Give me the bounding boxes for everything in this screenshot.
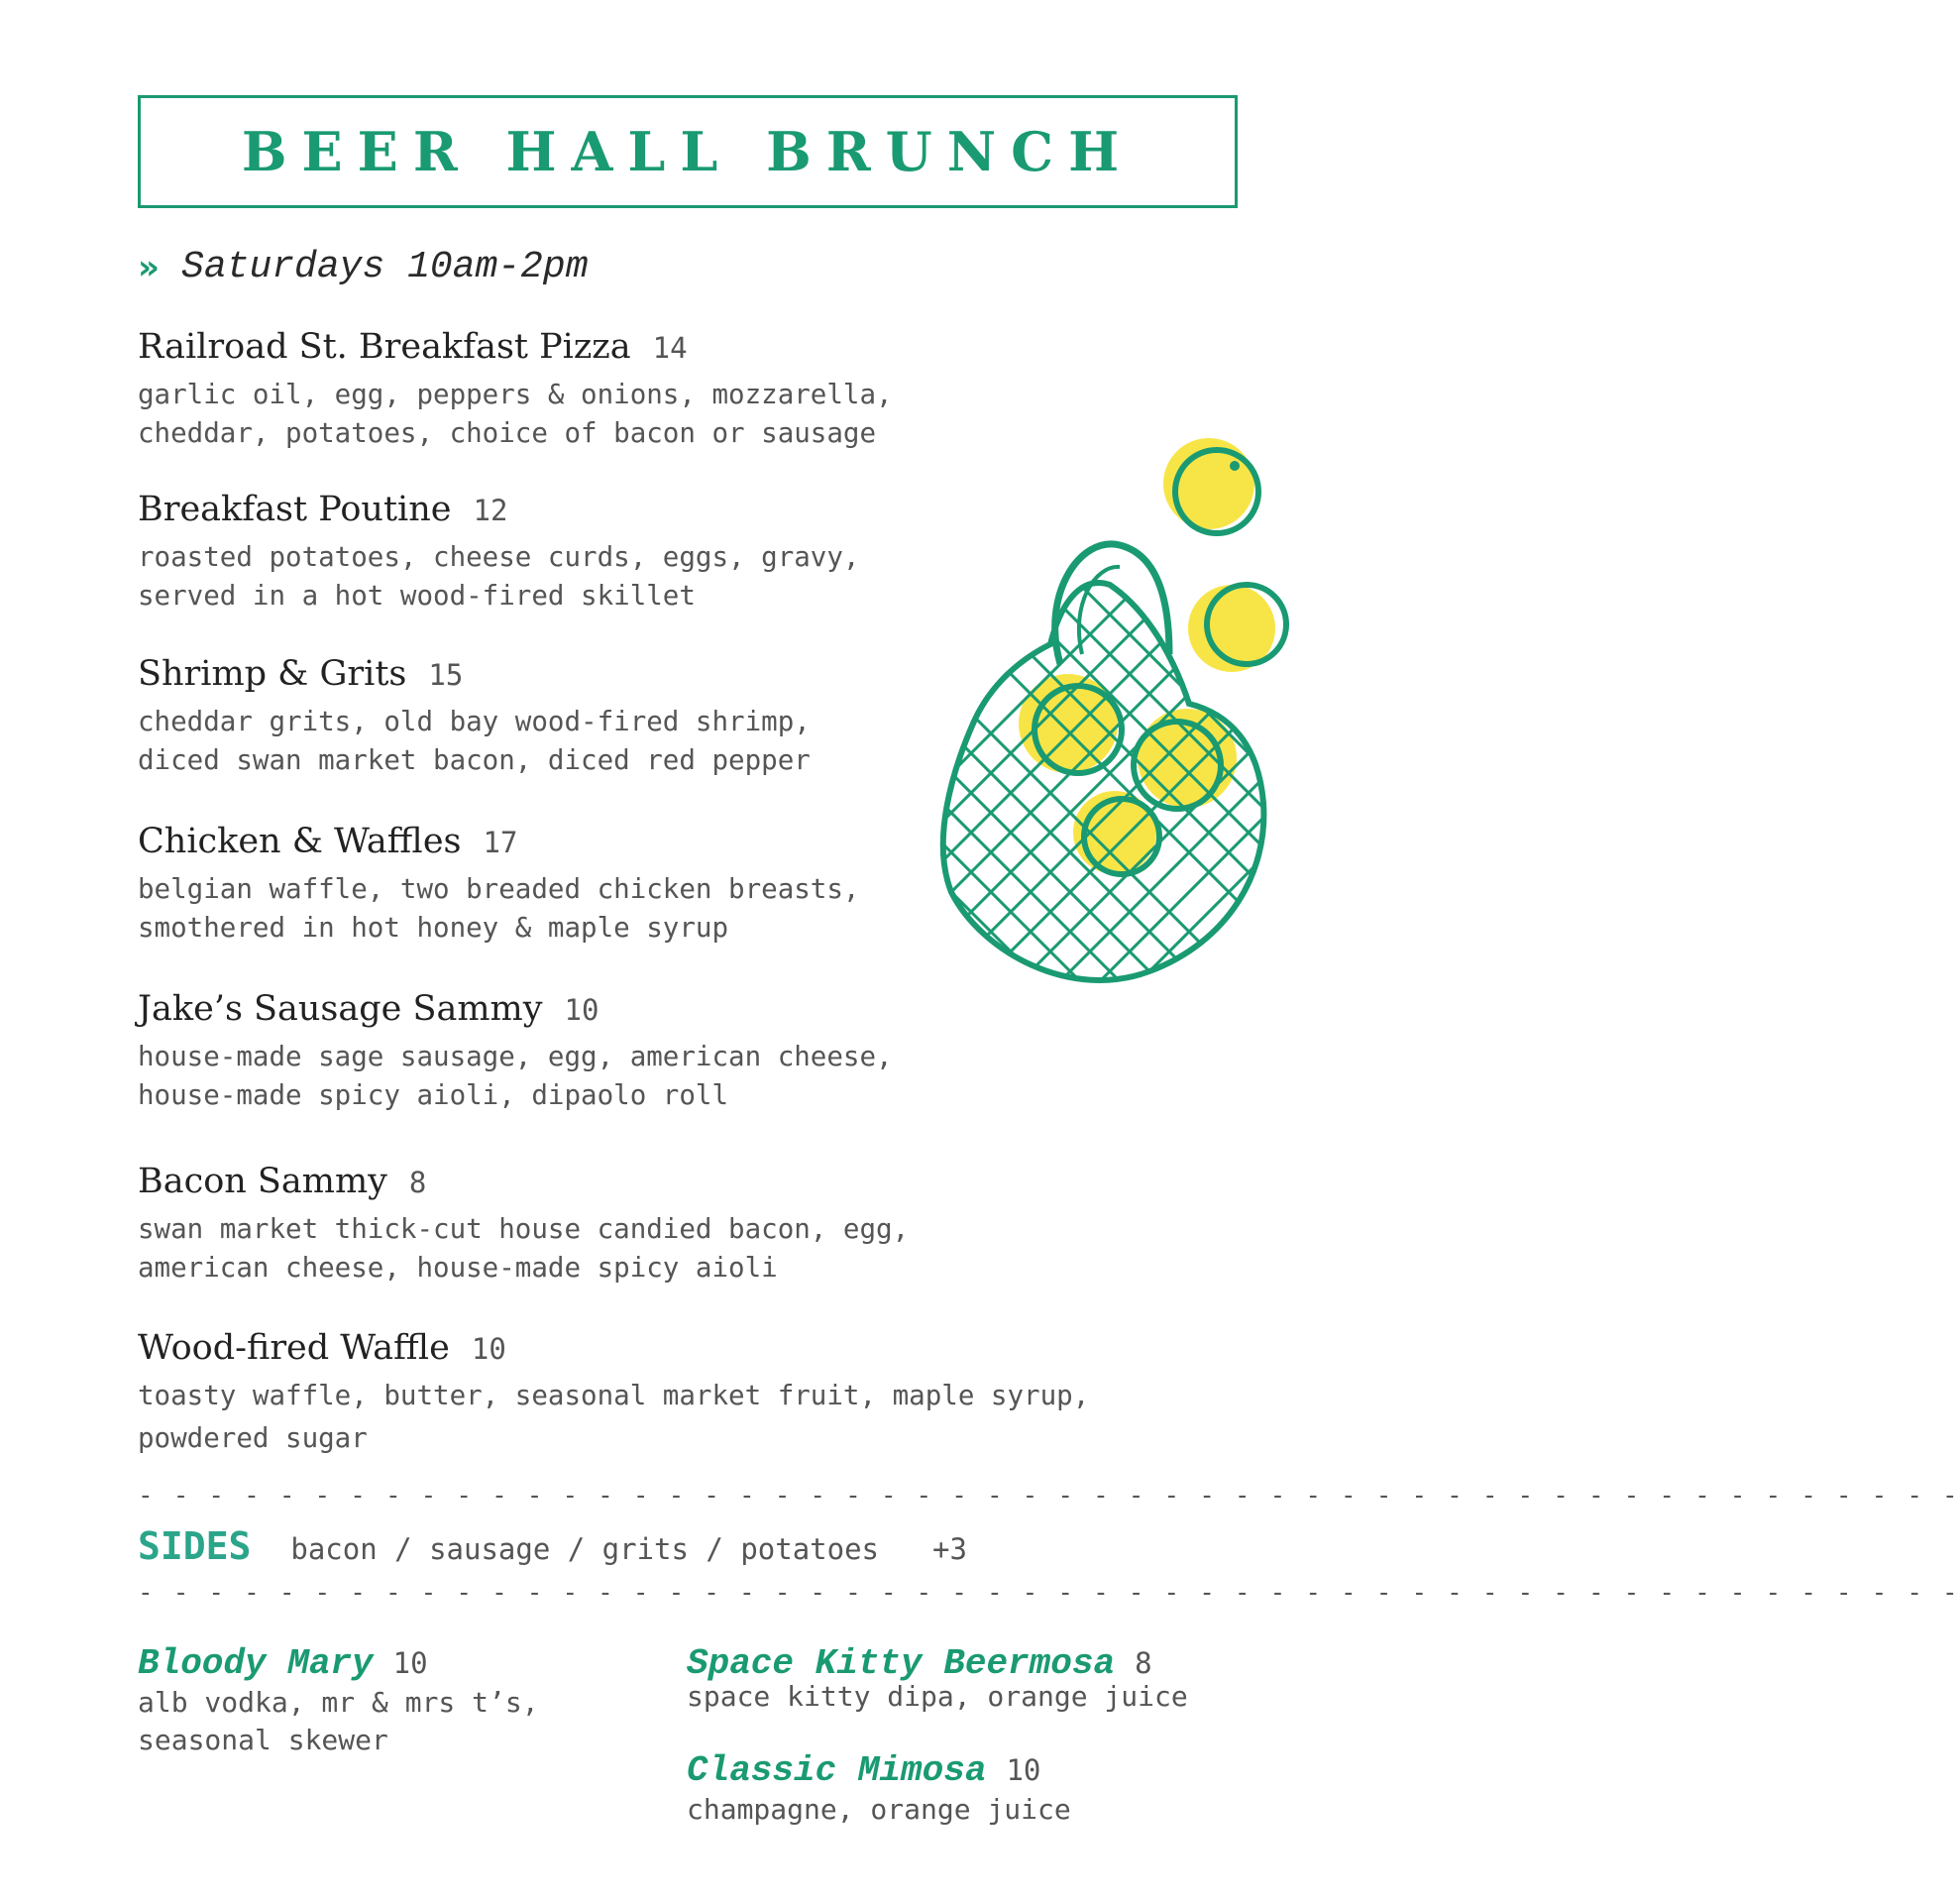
drink-name: Bloody Mary: [138, 1643, 374, 1684]
item-price: 8: [408, 1166, 427, 1199]
drink-name: Classic Mimosa: [687, 1750, 987, 1791]
item-desc-line: house-made spicy aioli, dipaolo roll: [138, 1078, 729, 1111]
item-desc-line: swan market thick-cut house candied bacon, egg,: [138, 1213, 910, 1245]
sides-label: SIDES: [138, 1524, 252, 1568]
item-name-text: Bacon Sammy: [138, 1162, 387, 1201]
drink-price: 10: [392, 1646, 428, 1680]
menu-item: [138, 1326, 1090, 1457]
drink-item: [687, 1750, 1071, 1829]
lemon-icon: [1163, 438, 1258, 533]
schedule: [138, 246, 589, 288]
item-desc-line: house-made sage sausage, egg, american cheese,: [138, 1041, 893, 1072]
drink-desc-line: alb vodka, mr & mrs t’s,: [138, 1686, 539, 1719]
item-desc-line: garlic oil, egg, peppers & onions, mozzarella,: [138, 379, 893, 410]
item-desc-line: served in a hot wood-fired skillet: [138, 579, 696, 612]
item-price: 15: [428, 658, 464, 692]
drink-name: Space Kitty Beermosa: [687, 1643, 1116, 1684]
item-name-text: Chicken & Waffles: [138, 822, 462, 861]
menu-title: BEER HALL BRUNCH: [241, 120, 1135, 183]
drink-item: [138, 1643, 539, 1759]
divider: - - - - - - - - - - - - - - - - - - - - - - - - - - - - - - - - - - - - - - - - - - - - - - - - - - - -: [138, 1578, 1960, 1608]
item-name-text: Jake’s Sausage Sammy: [138, 989, 543, 1029]
schedule-text: Saturdays 10am-2pm: [181, 246, 589, 288]
sides-price: +3: [932, 1532, 967, 1566]
item-name: [138, 1326, 1069, 1371]
item-name-text: Breakfast Poutine: [138, 490, 452, 529]
item-name-text: Wood-fired Waffle: [138, 1328, 450, 1368]
item-name: [138, 1160, 1069, 1204]
chevron-icon: ››: [138, 247, 155, 287]
item-desc-line: powdered sugar: [138, 1421, 368, 1454]
item-desc-line: toasty waffle, butter, seasonal market fruit, maple syrup,: [138, 1380, 1090, 1411]
item-desc-line: smothered in hot honey & maple syrup: [138, 911, 729, 944]
item-desc-line: belgian waffle, two breaded chicken breasts,: [138, 873, 860, 905]
item-price: 10: [564, 993, 599, 1027]
sides-row: [138, 1524, 967, 1568]
item-price: 17: [483, 826, 518, 859]
item-price: 10: [471, 1332, 506, 1366]
drink-item: [687, 1643, 1188, 1716]
item-name: [138, 325, 1069, 370]
title-box: [138, 95, 1238, 208]
item-desc-line: cheddar, potatoes, choice of bacon or sausage: [138, 416, 877, 449]
lemon-icon: [1188, 585, 1286, 672]
item-name-text: Railroad St. Breakfast Pizza: [138, 327, 631, 367]
drink-price: 10: [1006, 1753, 1041, 1787]
menu-item: [138, 1160, 1069, 1287]
item-desc-line: diced swan market bacon, diced red pepper: [138, 743, 811, 776]
lemon-bag-illustration: [912, 416, 1308, 1011]
item-name-text: Shrimp & Grits: [138, 654, 407, 694]
drink-desc-line: champagne, orange juice: [687, 1793, 1071, 1826]
item-desc-line: cheddar grits, old bay wood-fired shrimp,: [138, 706, 811, 737]
item-price: 14: [652, 331, 688, 365]
drink-desc-line: seasonal skewer: [138, 1724, 388, 1756]
drink-price: 8: [1135, 1646, 1152, 1680]
divider: - - - - - - - - - - - - - - - - - - - - - - - - - - - - - - - - - - - - - - - - - - - - - - - - - - - -: [138, 1481, 1960, 1511]
item-desc-line: american cheese, house-made spicy aioli: [138, 1251, 778, 1284]
drink-desc-line: space kitty dipa, orange juice: [687, 1680, 1188, 1713]
item-desc-line: roasted potatoes, cheese curds, eggs, gravy,: [138, 541, 860, 573]
item-price: 12: [473, 494, 508, 527]
sides-list: bacon / sausage / grits / potatoes: [290, 1532, 880, 1566]
